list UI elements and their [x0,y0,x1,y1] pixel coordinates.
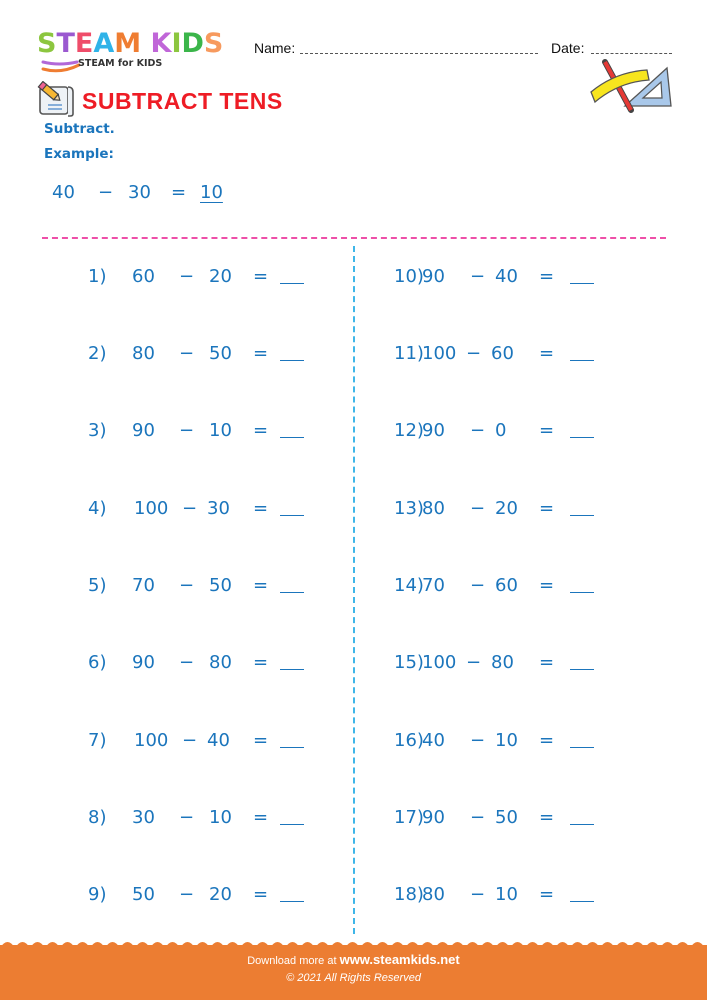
problem-operand-a: 80 [422,884,445,905]
problem-number: 13) [394,498,424,519]
answer-blank[interactable] [570,498,594,516]
problem-equals: = [539,498,555,519]
footer-site-link[interactable]: www.steamkids.net [339,952,460,967]
problem-number: 11) [394,343,424,364]
example-answer: 10 [200,182,223,203]
problem-operand-a: 30 [132,807,155,828]
problem-operator: − [470,420,486,441]
example-operand-b: 30 [128,182,151,203]
problem-equals: = [253,730,269,751]
problem-operand-a: 80 [422,498,445,519]
problem-operator: − [470,730,486,751]
problem-operand-a: 70 [422,575,445,596]
answer-blank[interactable] [280,343,304,361]
answer-blank[interactable] [280,575,304,593]
problem-operand-a: 100 [134,730,169,751]
logo-swoosh-icon [41,60,81,76]
logo-wordmark [37,30,223,58]
problem-operand-a: 90 [422,420,445,441]
worksheet-title: SUBTRACT TENS [82,88,283,114]
problem-operand-b: 80 [209,652,232,673]
problem-number: 15) [394,652,424,673]
answer-blank[interactable] [570,575,594,593]
problem-row [88,266,348,292]
instruction-text: Subtract. [44,121,115,137]
problem-row [88,575,348,601]
problem-operator: − [182,498,198,519]
problem-operand-a: 80 [132,343,155,364]
problem-operator: − [470,498,486,519]
problem-equals: = [253,343,269,364]
answer-blank[interactable] [570,730,594,748]
steam-kids-logo [37,30,237,75]
problem-row [88,343,348,369]
footer-download [0,952,707,967]
problem-operand-b: 20 [209,266,232,287]
problem-row [88,807,348,833]
problem-equals: = [539,730,555,751]
problem-operator: − [466,343,482,364]
problem-number: 4) [88,498,107,519]
logo-letter: A [93,28,115,59]
logo-letter: K [150,28,172,59]
logo-letter: M [114,28,142,59]
problem-equals: = [539,807,555,828]
answer-blank[interactable] [280,652,304,670]
problem-equals: = [253,652,269,673]
problem-operand-b: 50 [209,575,232,596]
logo-letter: D [181,28,204,59]
footer-download-text: Download more at [247,955,337,967]
problem-operand-b: 10 [495,730,518,751]
answer-blank[interactable] [570,652,594,670]
answer-blank[interactable] [570,266,594,284]
problem-operator: − [179,807,195,828]
problem-operator: − [179,266,195,287]
answer-blank[interactable] [570,420,594,438]
problem-operand-b: 50 [209,343,232,364]
answer-blank[interactable] [280,884,304,902]
footer-copyright: © 2021 All Rights Reserved [286,972,421,984]
problem-number: 1) [88,266,107,287]
answer-blank[interactable] [280,420,304,438]
date-label: Date: [551,40,585,56]
example-equals: = [171,182,187,203]
problem-operand-b: 40 [207,730,230,751]
problem-equals: = [253,807,269,828]
problem-row [88,420,348,446]
problem-operator: − [470,807,486,828]
problem-equals: = [253,420,269,441]
problem-row [394,652,654,678]
example-operator: − [98,182,114,203]
section-divider [42,237,666,239]
problem-number: 14) [394,575,424,596]
problem-equals: = [253,575,269,596]
problem-number: 6) [88,652,107,673]
problem-operand-b: 50 [495,807,518,828]
problem-row [394,575,654,601]
problem-row [88,652,348,678]
logo-letter [141,30,150,58]
problem-equals: = [539,343,555,364]
problem-equals: = [539,884,555,905]
pencil-document-icon [36,81,76,117]
problem-operand-b: 60 [495,575,518,596]
column-divider [353,246,355,934]
logo-subtitle: STEAM for KIDS [78,58,163,69]
problem-operand-b: 0 [495,420,507,441]
name-field[interactable] [300,53,538,54]
date-field[interactable] [591,53,672,54]
problem-operand-a: 90 [132,652,155,673]
problem-operand-a: 100 [134,498,169,519]
problem-operand-b: 40 [495,266,518,287]
problem-operator: − [182,730,198,751]
problem-number: 3) [88,420,107,441]
problem-row [88,730,348,756]
answer-blank[interactable] [280,498,304,516]
example-label: Example: [44,146,114,162]
problem-operand-b: 20 [209,884,232,905]
problem-number: 9) [88,884,107,905]
problem-equals: = [539,266,555,287]
problem-number: 18) [394,884,424,905]
problem-row [394,730,654,756]
answer-blank[interactable] [280,266,304,284]
problem-equals: = [253,266,269,287]
answer-blank[interactable] [280,807,304,825]
problem-row [394,266,654,292]
problem-row [88,498,348,524]
ruler-pencil-triangle-icon [585,58,675,114]
problem-operand-a: 90 [422,807,445,828]
problem-operand-a: 90 [422,266,445,287]
problem-operator: − [179,575,195,596]
problem-operand-a: 100 [422,652,457,673]
problem-operator: − [179,420,195,441]
problem-number: 17) [394,807,424,828]
answer-blank[interactable] [570,807,594,825]
problem-operand-b: 30 [207,498,230,519]
problem-row [394,420,654,446]
problem-number: 7) [88,730,107,751]
problem-equals: = [539,575,555,596]
answer-blank[interactable] [570,343,594,361]
problem-operand-a: 70 [132,575,155,596]
problem-row [394,343,654,369]
problem-number: 10) [394,266,424,287]
problem-operator: − [470,575,486,596]
problem-operator: − [470,266,486,287]
problem-operand-a: 50 [132,884,155,905]
problem-row [394,498,654,524]
problem-operand-b: 10 [209,420,232,441]
problem-row [394,884,654,910]
problem-number: 8) [88,807,107,828]
problem-operator: − [179,343,195,364]
problem-operand-b: 80 [491,652,514,673]
problem-row [394,807,654,833]
problem-operand-a: 90 [132,420,155,441]
problem-number: 2) [88,343,107,364]
problem-operand-a: 60 [132,266,155,287]
problem-number: 12) [394,420,424,441]
problem-number: 5) [88,575,107,596]
answer-blank[interactable] [280,730,304,748]
problem-equals: = [539,652,555,673]
example-operand-a: 40 [52,182,75,203]
logo-letter: S [203,28,224,59]
problem-operand-b: 10 [209,807,232,828]
problem-operand-b: 20 [495,498,518,519]
problem-operator: − [179,884,195,905]
problem-equals: = [539,420,555,441]
logo-letter: S [37,28,57,59]
problem-operand-b: 60 [491,343,514,364]
name-label: Name: [254,40,296,56]
problem-operand-a: 40 [422,730,445,751]
problem-number: 16) [394,730,424,751]
problem-operand-b: 10 [495,884,518,905]
problem-operator: − [466,652,482,673]
problem-equals: = [253,498,269,519]
logo-letter: I [171,28,182,59]
logo-letter: E [74,28,94,59]
problem-operator: − [179,652,195,673]
answer-blank[interactable] [570,884,594,902]
problem-row [88,884,348,910]
problem-equals: = [253,884,269,905]
problem-operator: − [470,884,486,905]
logo-letter: T [56,28,75,59]
problem-operand-a: 100 [422,343,457,364]
